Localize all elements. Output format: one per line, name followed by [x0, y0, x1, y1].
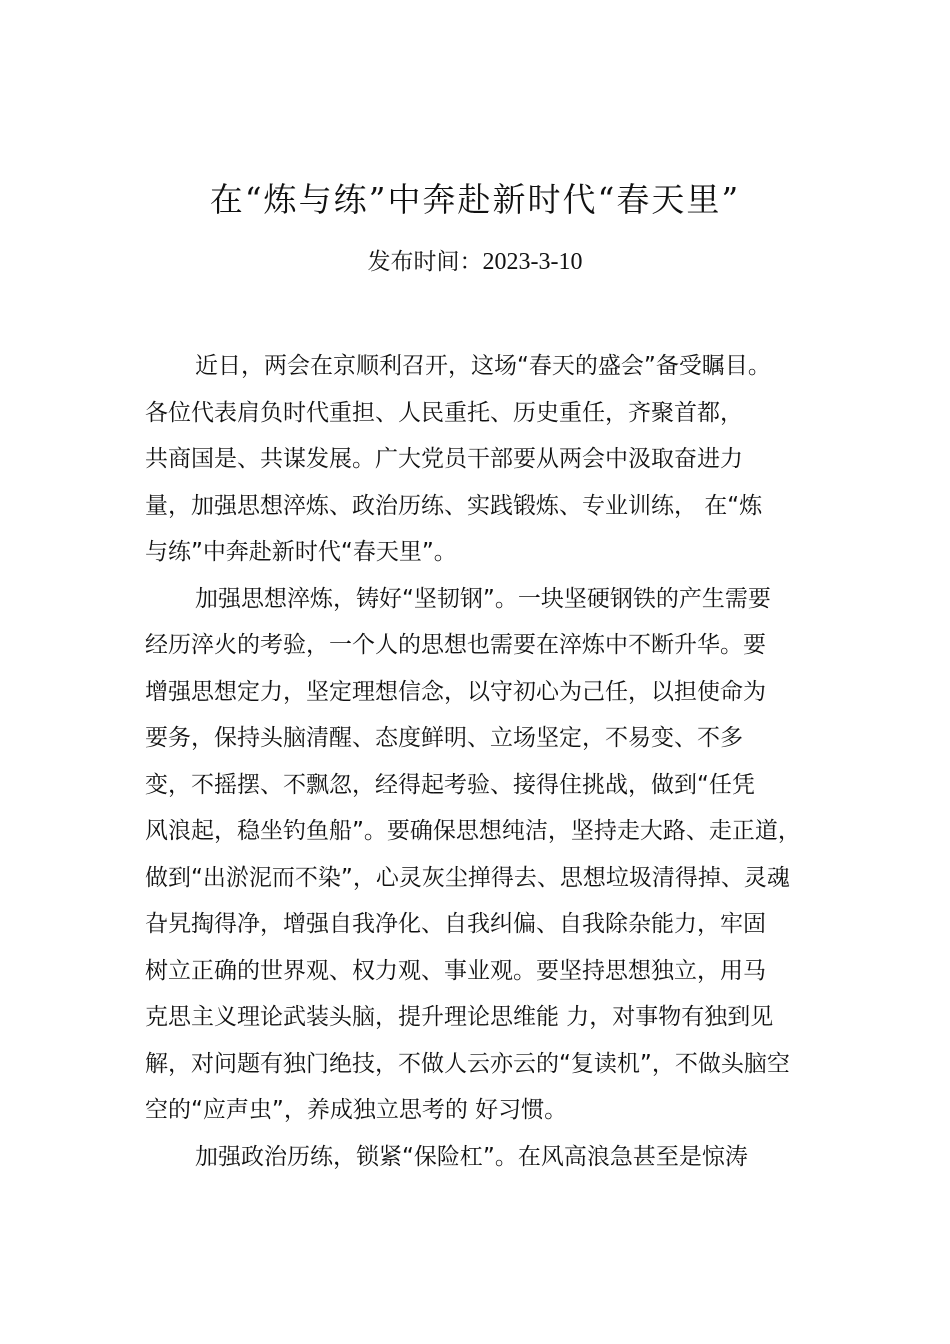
paragraph-1-line-2: 各位代表肩负时代重担、人民重托、历史重任，齐聚首都，: [145, 399, 743, 426]
paragraph-2-line-10: 克思主义理论武装头脑，提升理论思维能 力，对事物有独到见: [145, 1004, 774, 1030]
paragraph-1-line-1: 近日，两会在京顺利召开，这场“春天的盛会”备受瞩目。: [195, 353, 771, 379]
paragraph-2-line-8: 旮旯掏得净，增强自我净化、自我纠偏、自我除杂能力，牢固: [145, 911, 766, 937]
paragraph-2-line-6: 风浪起，稳坐钓鱼船”。要确保思想纯洁，坚持走大路、走正道，: [145, 818, 801, 844]
paragraph-2-line-3: 增强思想定力，坚定理想信念，以守初心为己任，以担使命为: [145, 678, 766, 705]
paragraph-2-line-1: 加强思想淬炼，铸好“坚韧钢”。一块坚硬钢铁的产生需要: [195, 585, 771, 612]
paragraph-2-line-4: 要务，保持头脑清醒、态度鲜明、立场坚定，不易变、不多: [145, 725, 743, 751]
paragraph-2-line-9: 树立正确的世界观、权力观、事业观。要坚持思想独立，用马: [145, 957, 766, 984]
paragraph-3-line-1: 加强政治历练，锁紧“保险杠”。在风高浪急甚至是惊涛: [195, 1143, 748, 1170]
paragraph-2-line-2: 经历淬火的考验，一个人的思想也需要在淬炼中不断升华。要: [145, 632, 766, 658]
paragraph-1-line-4: 量，加强思想淬炼、政治历练、实践锻炼、专业训练， 在“炼: [145, 492, 763, 519]
paragraph-2-line-7: 做到“出淤泥而不染”，心灵灰尘掸得去、思想垃圾清得掉、灵魂: [145, 864, 790, 891]
paragraph-1-line-3: 共商国是、共谋发展。广大党员干部要从两会中汲取奋进力: [145, 446, 743, 472]
publish-date-value: 2023-3-10: [482, 249, 583, 275]
document-title: 在“炼与练”中奔赴新时代“春天里”: [209, 180, 741, 219]
paragraph-2-line-5: 变，不摇摆、不飘忽，经得起考验、接得住挑战，做到“任凭: [145, 771, 755, 798]
article-body: [145, 343, 845, 1180]
paragraph-1-line-5: 与练”中奔赴新时代“春天里”。: [145, 539, 457, 565]
publish-date: [0, 244, 950, 280]
publish-date-label: 发布时间：: [367, 249, 483, 275]
paragraph-2-line-12: 空的“应声虫”，养成独立思考的 好习惯。: [145, 1097, 568, 1123]
paragraph-2-line-11: 解，对问题有独门绝技，不做人云亦云的“复读机”，不做头脑空: [145, 1050, 790, 1077]
